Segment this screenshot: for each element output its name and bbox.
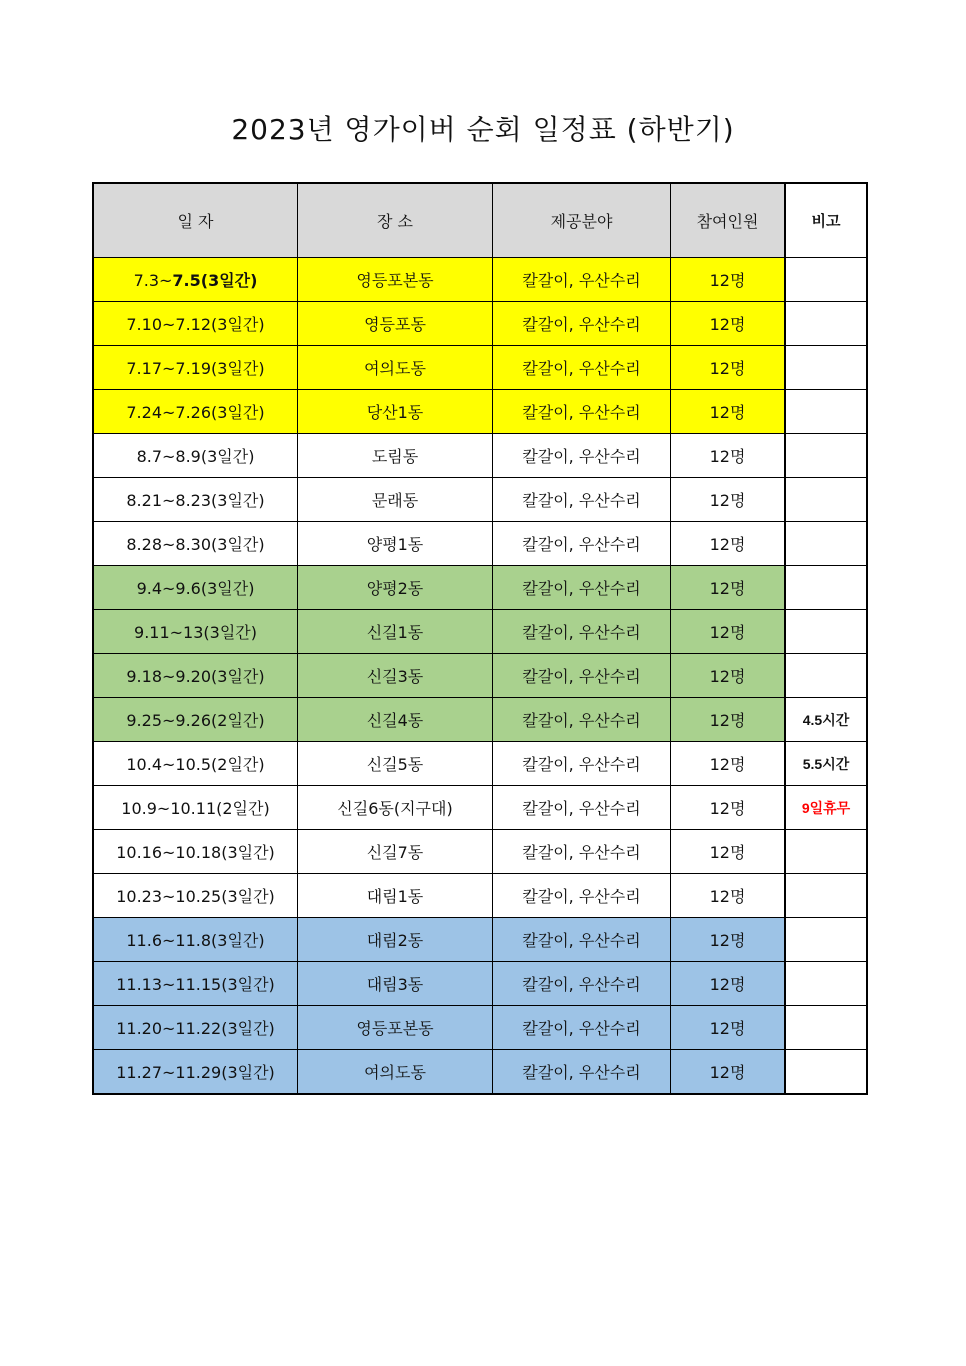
cell-place: 신길4동 xyxy=(298,698,493,742)
cell-field: 칼갈이, 우산수리 xyxy=(493,390,671,434)
cell-people: 12명 xyxy=(671,830,786,874)
cell-place: 문래동 xyxy=(298,478,493,522)
table-row xyxy=(93,698,867,742)
cell-field: 칼갈이, 우산수리 xyxy=(493,478,671,522)
cell-note: 5.5시간 xyxy=(785,742,867,786)
cell-note xyxy=(785,434,867,478)
cell-people: 12명 xyxy=(671,566,786,610)
cell-field: 칼갈이, 우산수리 xyxy=(493,346,671,390)
cell-place: 신길6동(지구대) xyxy=(298,786,493,830)
cell-place: 신길7동 xyxy=(298,830,493,874)
cell-people: 12명 xyxy=(671,610,786,654)
cell-field: 칼갈이, 우산수리 xyxy=(493,962,671,1006)
table-row xyxy=(93,918,867,962)
cell-people: 12명 xyxy=(671,962,786,1006)
cell-note xyxy=(785,610,867,654)
cell-date: 11.6~11.8(3일간) xyxy=(93,918,298,962)
cell-note xyxy=(785,1006,867,1050)
table-row xyxy=(93,478,867,522)
cell-field: 칼갈이, 우산수리 xyxy=(493,654,671,698)
cell-date: 10.4~10.5(2일간) xyxy=(93,742,298,786)
cell-people: 12명 xyxy=(671,478,786,522)
cell-people: 12명 xyxy=(671,786,786,830)
cell-date: 10.9~10.11(2일간) xyxy=(93,786,298,830)
cell-people: 12명 xyxy=(671,390,786,434)
cell-date: 7.10~7.12(3일간) xyxy=(93,302,298,346)
cell-place: 신길5동 xyxy=(298,742,493,786)
cell-note xyxy=(785,390,867,434)
cell-place: 양평2동 xyxy=(298,566,493,610)
table-row xyxy=(93,786,867,830)
cell-note xyxy=(785,258,867,302)
cell-field: 칼갈이, 우산수리 xyxy=(493,742,671,786)
table-header-row xyxy=(93,183,867,258)
table-row xyxy=(93,654,867,698)
cell-date: 9.11~13(3일간) xyxy=(93,610,298,654)
table-row xyxy=(93,390,867,434)
cell-field: 칼갈이, 우산수리 xyxy=(493,258,671,302)
table-row xyxy=(93,962,867,1006)
cell-people: 12명 xyxy=(671,698,786,742)
cell-field: 칼갈이, 우산수리 xyxy=(493,874,671,918)
table-row xyxy=(93,258,867,302)
cell-date: 11.20~11.22(3일간) xyxy=(93,1006,298,1050)
cell-field: 칼갈이, 우산수리 xyxy=(493,698,671,742)
cell-note: 4.5시간 xyxy=(785,698,867,742)
cell-place: 영등포본동 xyxy=(298,1006,493,1050)
cell-place: 여의도동 xyxy=(298,346,493,390)
cell-note xyxy=(785,830,867,874)
cell-note xyxy=(785,654,867,698)
cell-place: 당산1동 xyxy=(298,390,493,434)
cell-note xyxy=(785,1050,867,1095)
cell-people: 12명 xyxy=(671,258,786,302)
cell-date: 10.23~10.25(3일간) xyxy=(93,874,298,918)
cell-people: 12명 xyxy=(671,874,786,918)
cell-field: 칼갈이, 우산수리 xyxy=(493,786,671,830)
cell-date: 9.18~9.20(3일간) xyxy=(93,654,298,698)
cell-note xyxy=(785,346,867,390)
cell-date: 11.27~11.29(3일간) xyxy=(93,1050,298,1095)
cell-note xyxy=(785,918,867,962)
cell-note: 9일휴무 xyxy=(785,786,867,830)
cell-place: 신길1동 xyxy=(298,610,493,654)
header-field: 제공분야 xyxy=(493,183,671,258)
cell-field: 칼갈이, 우산수리 xyxy=(493,566,671,610)
cell-date: 9.25~9.26(2일간) xyxy=(93,698,298,742)
cell-place: 도림동 xyxy=(298,434,493,478)
cell-note xyxy=(785,302,867,346)
cell-field: 칼갈이, 우산수리 xyxy=(493,1006,671,1050)
cell-note xyxy=(785,962,867,1006)
cell-field: 칼갈이, 우산수리 xyxy=(493,918,671,962)
cell-place: 대림2동 xyxy=(298,918,493,962)
cell-note xyxy=(785,874,867,918)
cell-people: 12명 xyxy=(671,1006,786,1050)
table-row xyxy=(93,1006,867,1050)
cell-place: 대림3동 xyxy=(298,962,493,1006)
cell-field: 칼갈이, 우산수리 xyxy=(493,610,671,654)
cell-place: 양평1동 xyxy=(298,522,493,566)
cell-field: 칼갈이, 우산수리 xyxy=(493,302,671,346)
table-row xyxy=(93,830,867,874)
table-row xyxy=(93,874,867,918)
table-row xyxy=(93,742,867,786)
cell-date: 7.3~7.5(3일간) xyxy=(93,258,298,302)
table-row xyxy=(93,610,867,654)
header-note: 비고 xyxy=(785,183,867,258)
cell-place: 여의도동 xyxy=(298,1050,493,1095)
cell-date: 7.17~7.19(3일간) xyxy=(93,346,298,390)
cell-date: 9.4~9.6(3일간) xyxy=(93,566,298,610)
cell-date: 7.24~7.26(3일간) xyxy=(93,390,298,434)
cell-place: 영등포본동 xyxy=(298,258,493,302)
cell-people: 12명 xyxy=(671,302,786,346)
cell-place: 대림1동 xyxy=(298,874,493,918)
schedule-table xyxy=(92,182,868,1095)
table-row xyxy=(93,434,867,478)
cell-field: 칼갈이, 우산수리 xyxy=(493,522,671,566)
cell-field: 칼갈이, 우산수리 xyxy=(493,830,671,874)
cell-date: 8.28~8.30(3일간) xyxy=(93,522,298,566)
header-date: 일 자 xyxy=(93,183,298,258)
cell-people: 12명 xyxy=(671,346,786,390)
cell-date: 10.16~10.18(3일간) xyxy=(93,830,298,874)
cell-field: 칼갈이, 우산수리 xyxy=(493,434,671,478)
cell-people: 12명 xyxy=(671,522,786,566)
table-row xyxy=(93,522,867,566)
cell-date: 8.7~8.9(3일간) xyxy=(93,434,298,478)
table-row xyxy=(93,1050,867,1095)
cell-people: 12명 xyxy=(671,654,786,698)
table-row xyxy=(93,566,867,610)
cell-note xyxy=(785,522,867,566)
table-row xyxy=(93,302,867,346)
table-row xyxy=(93,346,867,390)
cell-people: 12명 xyxy=(671,434,786,478)
cell-place: 신길3동 xyxy=(298,654,493,698)
cell-people: 12명 xyxy=(671,742,786,786)
cell-date: 8.21~8.23(3일간) xyxy=(93,478,298,522)
cell-note xyxy=(785,478,867,522)
cell-field: 칼갈이, 우산수리 xyxy=(493,1050,671,1095)
cell-people: 12명 xyxy=(671,918,786,962)
header-place: 장 소 xyxy=(298,183,493,258)
page-title: 2023년 영가이버 순회 일정표 (하반기) xyxy=(231,113,735,146)
header-people: 참여인원 xyxy=(671,183,786,258)
cell-place: 영등포동 xyxy=(298,302,493,346)
cell-people: 12명 xyxy=(671,1050,786,1095)
cell-date: 11.13~11.15(3일간) xyxy=(93,962,298,1006)
cell-note xyxy=(785,566,867,610)
